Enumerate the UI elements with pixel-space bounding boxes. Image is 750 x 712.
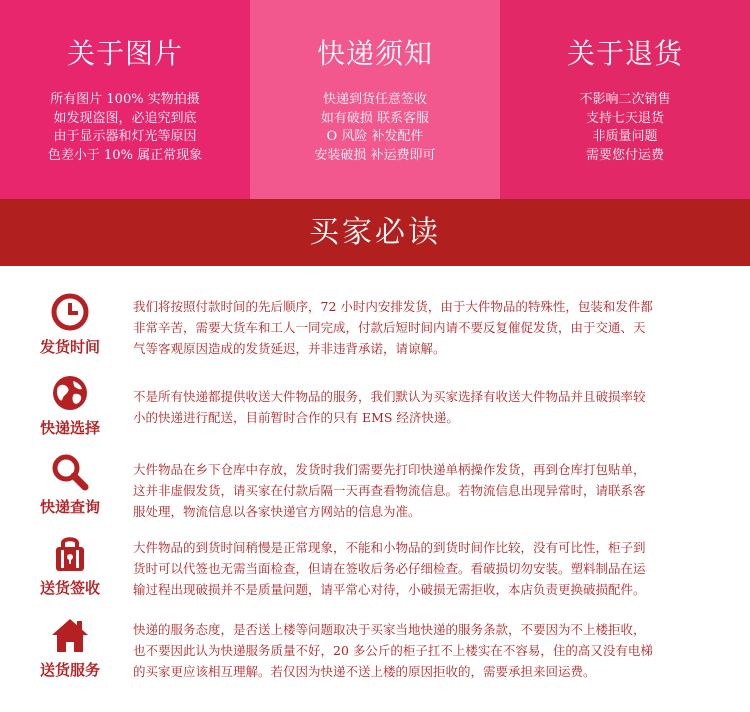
row-text-line: 的买家更应该相互理解。若仅因为快递不送上楼的原因拒收的，需要承担来回运费。 xyxy=(133,664,596,679)
row-text xyxy=(133,619,723,682)
row-text-line: 我们将按照付款时间的先后顺序，72 小时内安排发货，由于大件物品的特殊性，包装和发件都 xyxy=(133,299,653,314)
panel-line: 安装破损 补运费即可 xyxy=(314,147,436,163)
panel-line: 快递到货任意签收 xyxy=(322,92,427,107)
panel-line: 如有破损 联系客服 xyxy=(320,110,430,126)
row-icon-block xyxy=(40,292,100,357)
globe-icon xyxy=(50,373,90,413)
row-icon-block xyxy=(40,452,100,517)
notice-row-delivery-service xyxy=(0,614,750,694)
panel-delivery-notice xyxy=(250,0,500,199)
row-text xyxy=(133,459,723,522)
row-text-line: 服处理，物流信息以各家快递官方网站的信息为准。 xyxy=(133,504,421,519)
panel-lines xyxy=(500,91,750,165)
panel-about-returns xyxy=(500,0,750,199)
panel-line: 如发现盗图，必追究到底 xyxy=(53,110,197,126)
notice-row-delivery-signing xyxy=(0,533,750,613)
row-text-line: 这并非虚假发货，请买家在付款后隔一天再查看物流信息。若物流信息出现异常时，请联系客 xyxy=(133,483,646,498)
panel-lines xyxy=(0,91,250,165)
buyer-notice-banner: 买家必读 xyxy=(0,199,750,266)
notice-list xyxy=(0,266,750,712)
panel-line: 所有图片 100% 实物拍摄 xyxy=(50,92,200,107)
row-text-line: 小的快递进行配送，目前暂时合作的只有 EMS 经济快递。 xyxy=(133,410,459,425)
row-label: 发货时间 xyxy=(40,338,101,356)
panel-title: 关于退货 xyxy=(566,37,683,70)
panel-title: 关于图片 xyxy=(66,37,183,70)
row-label: 送货签收 xyxy=(40,579,101,597)
top-info-panels xyxy=(0,0,750,199)
notice-row-tracking xyxy=(0,452,750,532)
panel-line: O 风险 补发配件 xyxy=(326,129,424,144)
notice-row-shipping-time xyxy=(0,290,750,370)
row-text-line: 大件物品在乡下仓库中存放，发货时我们需要先打印快递单柄操作发货，再到仓库打包贴单， xyxy=(133,462,646,477)
panel-line: 由于显示器和灯光等原因 xyxy=(53,129,197,144)
panel-line: 支持七天退货 xyxy=(585,110,664,126)
row-label: 快递查询 xyxy=(40,498,101,516)
panel-line: 色差小于 10% 属正常现象 xyxy=(47,147,203,163)
row-icon-block xyxy=(40,533,100,598)
row-text xyxy=(133,537,723,600)
notice-row-courier-choice xyxy=(0,370,750,450)
row-text-line: 货时可以代签也无需当面检查，但请在签收后务必仔细检查。看破损切勿安装。塑料制品在运 xyxy=(133,561,646,576)
panel-line: 非质量问题 xyxy=(592,129,658,144)
row-text-line: 也不要因此认为快递服务质量不好，20 多公斤的柜子扛不上楼实在不容易，住的高又没有电梯 xyxy=(133,643,653,658)
row-text xyxy=(133,386,723,428)
row-icon-block xyxy=(40,373,100,438)
panel-line: 需要您付运费 xyxy=(585,147,664,163)
panel-title: 快递须知 xyxy=(316,37,433,70)
row-text-line: 气等客观原因造成的发货延迟，并非违背承诺，请谅解。 xyxy=(133,341,446,356)
panel-line: 不影响二次销售 xyxy=(579,92,671,107)
row-label: 送货服务 xyxy=(40,661,101,679)
row-text-line: 不是所有快递都提供收送大件物品的服务，我们默认为买家选择有收送大件物品并且破损率较 xyxy=(133,389,646,404)
row-text-line: 大件物品的到货时间稍慢是正常现象，不能和小物品的到货时间作比较，没有可比性，柜子到 xyxy=(133,540,646,555)
row-text-line: 快递的服务态度，是否送上楼等问题取决于买家当地快递的服务条款，不要因为不上楼拒收， xyxy=(133,622,646,637)
clock-icon xyxy=(50,292,90,332)
panel-about-images xyxy=(0,0,250,199)
row-text xyxy=(133,296,723,359)
home-icon xyxy=(50,615,90,655)
row-label: 快递选择 xyxy=(40,419,101,437)
panel-lines xyxy=(250,91,500,165)
row-text-line: 输过程出现破损并不是质量问题，请平常心对待，小破损无需拒收，本店负责更换破损配件。 xyxy=(133,582,646,597)
lock-bag-icon xyxy=(50,533,90,573)
row-text-line: 非常辛苦，需要大货车和工人一同完成，付款后短时间内请不要反复催促发货，由于交通、天 xyxy=(133,320,646,335)
row-icon-block xyxy=(40,615,100,680)
search-icon xyxy=(50,452,90,492)
